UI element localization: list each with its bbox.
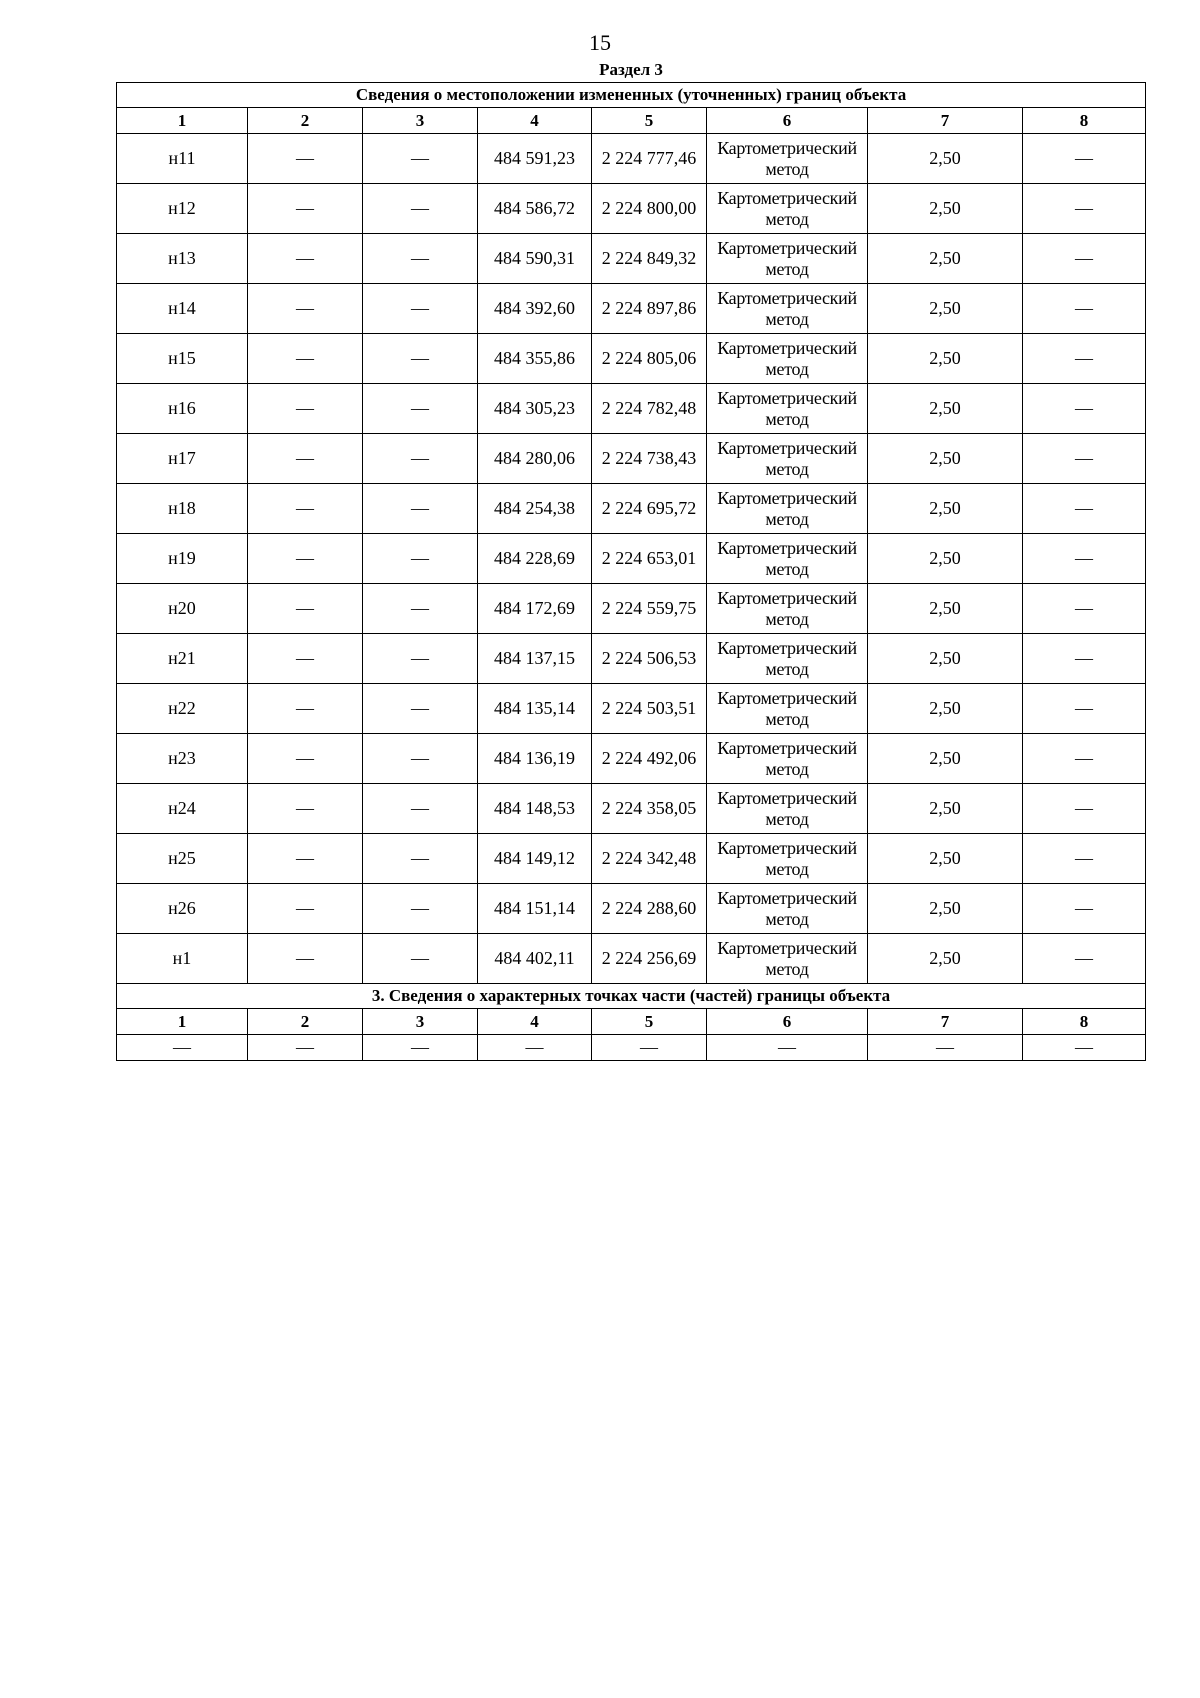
x-coordinate-cell: 484 148,53 bbox=[478, 784, 592, 834]
page-number: 15 bbox=[589, 30, 611, 55]
table2-header-cell: 8 bbox=[1023, 1009, 1146, 1035]
col3-cell: — bbox=[363, 534, 478, 584]
table2-title: 3. Сведения о характерных точках части (частей) границы объекта bbox=[117, 984, 1146, 1009]
table-row bbox=[117, 884, 1146, 934]
col2-cell: — bbox=[248, 434, 363, 484]
col2-cell: — bbox=[248, 734, 363, 784]
accuracy-cell: 2,50 bbox=[868, 484, 1023, 534]
table-row bbox=[117, 934, 1146, 984]
x-coordinate-cell: 484 590,31 bbox=[478, 234, 592, 284]
table-row bbox=[117, 184, 1146, 234]
y-coordinate-cell: 2 224 492,06 bbox=[592, 734, 707, 784]
point-cell: н18 bbox=[117, 484, 248, 534]
accuracy-cell: 2,50 bbox=[868, 784, 1023, 834]
col8-cell: — bbox=[1023, 334, 1146, 384]
col8-cell: — bbox=[1023, 584, 1146, 634]
x-coordinate-cell: 484 228,69 bbox=[478, 534, 592, 584]
y-coordinate-cell: 2 224 342,48 bbox=[592, 834, 707, 884]
y-coordinate-cell: 2 224 256,69 bbox=[592, 934, 707, 984]
col2-cell: — bbox=[248, 184, 363, 234]
table-row bbox=[117, 484, 1146, 534]
method-cell: Картометрический метод bbox=[707, 634, 868, 684]
x-coordinate-cell: 484 135,14 bbox=[478, 684, 592, 734]
table2-header-cell: 6 bbox=[707, 1009, 868, 1035]
x-coordinate-cell: 484 172,69 bbox=[478, 584, 592, 634]
col3-cell: — bbox=[363, 384, 478, 434]
col3-cell: — bbox=[363, 334, 478, 384]
point-cell: н23 bbox=[117, 734, 248, 784]
col3-cell: — bbox=[363, 584, 478, 634]
table2-header-cell: 1 bbox=[117, 1009, 248, 1035]
x-coordinate-cell: 484 305,23 bbox=[478, 384, 592, 434]
y-coordinate-cell: 2 224 695,72 bbox=[592, 484, 707, 534]
table1-header-cell: 5 bbox=[592, 108, 707, 134]
table1-header-cell: 4 bbox=[478, 108, 592, 134]
y-coordinate-cell: 2 224 805,06 bbox=[592, 334, 707, 384]
y-coordinate-cell: 2 224 358,05 bbox=[592, 784, 707, 834]
table-row bbox=[117, 384, 1146, 434]
col3-cell: — bbox=[363, 834, 478, 884]
table2-header-cell: 7 bbox=[868, 1009, 1023, 1035]
col2-cell: — bbox=[248, 784, 363, 834]
y-coordinate-cell: 2 224 782,48 bbox=[592, 384, 707, 434]
table2-cell: — bbox=[117, 1035, 248, 1061]
accuracy-cell: 2,50 bbox=[868, 934, 1023, 984]
y-coordinate-cell: 2 224 897,86 bbox=[592, 284, 707, 334]
table2-header-row bbox=[117, 1009, 1146, 1035]
col2-cell: — bbox=[248, 834, 363, 884]
col3-cell: — bbox=[363, 684, 478, 734]
point-cell: н11 bbox=[117, 134, 248, 184]
accuracy-cell: 2,50 bbox=[868, 434, 1023, 484]
table-row bbox=[117, 284, 1146, 334]
method-cell: Картометрический метод bbox=[707, 734, 868, 784]
y-coordinate-cell: 2 224 738,43 bbox=[592, 434, 707, 484]
col8-cell: — bbox=[1023, 784, 1146, 834]
table-row bbox=[117, 734, 1146, 784]
y-coordinate-cell: 2 224 559,75 bbox=[592, 584, 707, 634]
col2-cell: — bbox=[248, 484, 363, 534]
table1-header-cell: 8 bbox=[1023, 108, 1146, 134]
table-row bbox=[117, 234, 1146, 284]
table2-header-cell: 4 bbox=[478, 1009, 592, 1035]
col2-cell: — bbox=[248, 284, 363, 334]
col3-cell: — bbox=[363, 434, 478, 484]
col2-cell: — bbox=[248, 234, 363, 284]
col8-cell: — bbox=[1023, 184, 1146, 234]
y-coordinate-cell: 2 224 849,32 bbox=[592, 234, 707, 284]
col8-cell: — bbox=[1023, 384, 1146, 434]
point-cell: н15 bbox=[117, 334, 248, 384]
col8-cell: — bbox=[1023, 534, 1146, 584]
y-coordinate-cell: 2 224 800,00 bbox=[592, 184, 707, 234]
col2-cell: — bbox=[248, 134, 363, 184]
x-coordinate-cell: 484 151,14 bbox=[478, 884, 592, 934]
x-coordinate-cell: 484 392,60 bbox=[478, 284, 592, 334]
method-cell: Картометрический метод bbox=[707, 784, 868, 834]
x-coordinate-cell: 484 137,15 bbox=[478, 634, 592, 684]
accuracy-cell: 2,50 bbox=[868, 734, 1023, 784]
x-coordinate-cell: 484 402,11 bbox=[478, 934, 592, 984]
point-cell: н16 bbox=[117, 384, 248, 434]
point-cell: н19 bbox=[117, 534, 248, 584]
point-cell: н21 bbox=[117, 634, 248, 684]
method-cell: Картометрический метод bbox=[707, 934, 868, 984]
point-cell: н26 bbox=[117, 884, 248, 934]
col8-cell: — bbox=[1023, 834, 1146, 884]
method-cell: Картометрический метод bbox=[707, 684, 868, 734]
table1-header-cell: 3 bbox=[363, 108, 478, 134]
point-cell: н17 bbox=[117, 434, 248, 484]
table2-title-row bbox=[117, 984, 1146, 1009]
col2-cell: — bbox=[248, 334, 363, 384]
y-coordinate-cell: 2 224 503,51 bbox=[592, 684, 707, 734]
point-cell: н24 bbox=[117, 784, 248, 834]
table2-cell: — bbox=[478, 1035, 592, 1061]
table1-header-cell: 1 bbox=[117, 108, 248, 134]
table-row bbox=[117, 684, 1146, 734]
table2-header-cell: 5 bbox=[592, 1009, 707, 1035]
x-coordinate-cell: 484 149,12 bbox=[478, 834, 592, 884]
x-coordinate-cell: 484 136,19 bbox=[478, 734, 592, 784]
x-coordinate-cell: 484 591,23 bbox=[478, 134, 592, 184]
method-cell: Картометрический метод bbox=[707, 334, 868, 384]
x-coordinate-cell: 484 355,86 bbox=[478, 334, 592, 384]
table-row bbox=[117, 434, 1146, 484]
table2-cell: — bbox=[707, 1035, 868, 1061]
col3-cell: — bbox=[363, 234, 478, 284]
section-label: Раздел 3 bbox=[599, 60, 663, 79]
table-row bbox=[117, 584, 1146, 634]
col2-cell: — bbox=[248, 884, 363, 934]
method-cell: Картометрический метод bbox=[707, 434, 868, 484]
table-row bbox=[117, 534, 1146, 584]
method-cell: Картометрический метод bbox=[707, 834, 868, 884]
accuracy-cell: 2,50 bbox=[868, 184, 1023, 234]
table2-cell: — bbox=[363, 1035, 478, 1061]
table-row bbox=[117, 634, 1146, 684]
col8-cell: — bbox=[1023, 934, 1146, 984]
y-coordinate-cell: 2 224 653,01 bbox=[592, 534, 707, 584]
table2-cell: — bbox=[248, 1035, 363, 1061]
col8-cell: — bbox=[1023, 234, 1146, 284]
col3-cell: — bbox=[363, 884, 478, 934]
table2-header-cell: 2 bbox=[248, 1009, 363, 1035]
col2-cell: — bbox=[248, 634, 363, 684]
col8-cell: — bbox=[1023, 734, 1146, 784]
accuracy-cell: 2,50 bbox=[868, 334, 1023, 384]
col2-cell: — bbox=[248, 684, 363, 734]
accuracy-cell: 2,50 bbox=[868, 384, 1023, 434]
table-row bbox=[117, 784, 1146, 834]
method-cell: Картометрический метод bbox=[707, 234, 868, 284]
table-row bbox=[117, 834, 1146, 884]
point-cell: н22 bbox=[117, 684, 248, 734]
accuracy-cell: 2,50 bbox=[868, 684, 1023, 734]
table2-header-cell: 3 bbox=[363, 1009, 478, 1035]
point-cell: н12 bbox=[117, 184, 248, 234]
point-cell: н25 bbox=[117, 834, 248, 884]
col3-cell: — bbox=[363, 934, 478, 984]
method-cell: Картометрический метод bbox=[707, 184, 868, 234]
col2-cell: — bbox=[248, 534, 363, 584]
point-cell: н20 bbox=[117, 584, 248, 634]
table2-cell: — bbox=[1023, 1035, 1146, 1061]
accuracy-cell: 2,50 bbox=[868, 584, 1023, 634]
x-coordinate-cell: 484 586,72 bbox=[478, 184, 592, 234]
accuracy-cell: 2,50 bbox=[868, 834, 1023, 884]
method-cell: Картометрический метод bbox=[707, 534, 868, 584]
col3-cell: — bbox=[363, 184, 478, 234]
accuracy-cell: 2,50 bbox=[868, 534, 1023, 584]
x-coordinate-cell: 484 254,38 bbox=[478, 484, 592, 534]
y-coordinate-cell: 2 224 506,53 bbox=[592, 634, 707, 684]
x-coordinate-cell: 484 280,06 bbox=[478, 434, 592, 484]
table1-header-cell: 2 bbox=[248, 108, 363, 134]
col8-cell: — bbox=[1023, 684, 1146, 734]
table-row bbox=[117, 334, 1146, 384]
col3-cell: — bbox=[363, 734, 478, 784]
col3-cell: — bbox=[363, 284, 478, 334]
col2-cell: — bbox=[248, 384, 363, 434]
point-cell: н13 bbox=[117, 234, 248, 284]
method-cell: Картометрический метод bbox=[707, 884, 868, 934]
col2-cell: — bbox=[248, 584, 363, 634]
table1-header-cell: 7 bbox=[868, 108, 1023, 134]
table2-cell: — bbox=[868, 1035, 1023, 1061]
accuracy-cell: 2,50 bbox=[868, 284, 1023, 334]
accuracy-cell: 2,50 bbox=[868, 134, 1023, 184]
table1-header-cell: 6 bbox=[707, 108, 868, 134]
table1-title: Сведения о местоположении измененных (уточненных) границ объекта bbox=[117, 83, 1146, 108]
method-cell: Картометрический метод bbox=[707, 584, 868, 634]
accuracy-cell: 2,50 bbox=[868, 234, 1023, 284]
col8-cell: — bbox=[1023, 284, 1146, 334]
col2-cell: — bbox=[248, 934, 363, 984]
table2-cell: — bbox=[592, 1035, 707, 1061]
col3-cell: — bbox=[363, 134, 478, 184]
col3-cell: — bbox=[363, 784, 478, 834]
table-body bbox=[117, 83, 1146, 1061]
col8-cell: — bbox=[1023, 484, 1146, 534]
method-cell: Картометрический метод bbox=[707, 384, 868, 434]
point-cell: н1 bbox=[117, 934, 248, 984]
col8-cell: — bbox=[1023, 634, 1146, 684]
table1-header-row bbox=[117, 108, 1146, 134]
table1-title-row bbox=[117, 83, 1146, 108]
col8-cell: — bbox=[1023, 434, 1146, 484]
col8-cell: — bbox=[1023, 884, 1146, 934]
point-cell: н14 bbox=[117, 284, 248, 334]
method-cell: Картометрический метод bbox=[707, 484, 868, 534]
col3-cell: — bbox=[363, 484, 478, 534]
table2-row bbox=[117, 1035, 1146, 1061]
boundary-table bbox=[116, 82, 1146, 1061]
accuracy-cell: 2,50 bbox=[868, 884, 1023, 934]
y-coordinate-cell: 2 224 288,60 bbox=[592, 884, 707, 934]
accuracy-cell: 2,50 bbox=[868, 634, 1023, 684]
y-coordinate-cell: 2 224 777,46 bbox=[592, 134, 707, 184]
table-row bbox=[117, 134, 1146, 184]
method-cell: Картометрический метод bbox=[707, 134, 868, 184]
method-cell: Картометрический метод bbox=[707, 284, 868, 334]
col8-cell: — bbox=[1023, 134, 1146, 184]
col3-cell: — bbox=[363, 634, 478, 684]
